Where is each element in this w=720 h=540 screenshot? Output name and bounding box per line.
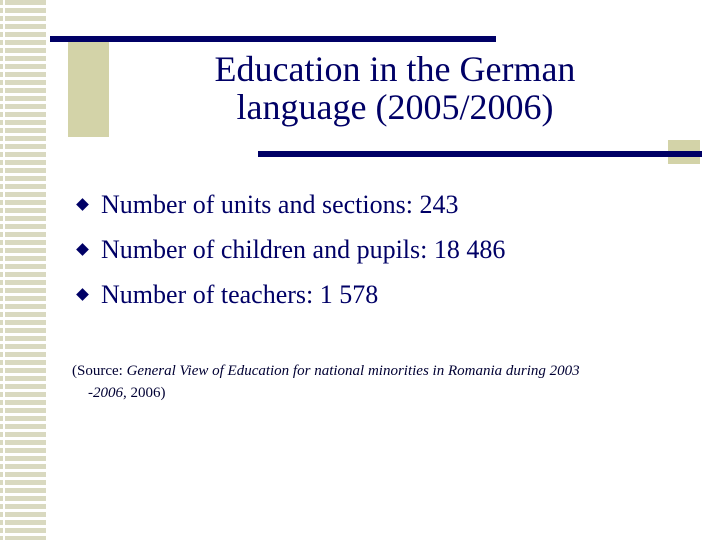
bullet-item-children [76, 227, 696, 272]
diamond-bullet-icon [76, 198, 89, 211]
left-stripe-decoration [0, 0, 50, 540]
bullet-item-units [76, 182, 696, 227]
title-bar-bottom [258, 151, 702, 157]
source-title-part1: General View of Education for national minorities in Romania during 2003 [126, 363, 580, 379]
source-citation [72, 360, 712, 404]
source-suffix: , 2006) [123, 385, 166, 401]
title-line-2: language (2005/2006) [236, 87, 554, 127]
source-title-part2: -2006 [88, 385, 123, 401]
bullet-text: Number of teachers: 1 578 [101, 279, 379, 309]
source-prefix: (Source: [72, 363, 127, 379]
diamond-bullet-icon [76, 288, 89, 301]
title-bar-top [50, 36, 496, 42]
bullet-list [76, 182, 696, 317]
title-line-1: Education in the German [214, 49, 576, 89]
source-continuation [72, 382, 712, 404]
bullet-text: Number of units and sections: 243 [101, 189, 459, 219]
diamond-bullet-icon [76, 243, 89, 256]
slide-title [110, 50, 680, 126]
bullet-text: Number of children and pupils: 18 486 [101, 234, 506, 264]
title-accent-block [68, 38, 109, 137]
bullet-item-teachers [76, 272, 696, 317]
